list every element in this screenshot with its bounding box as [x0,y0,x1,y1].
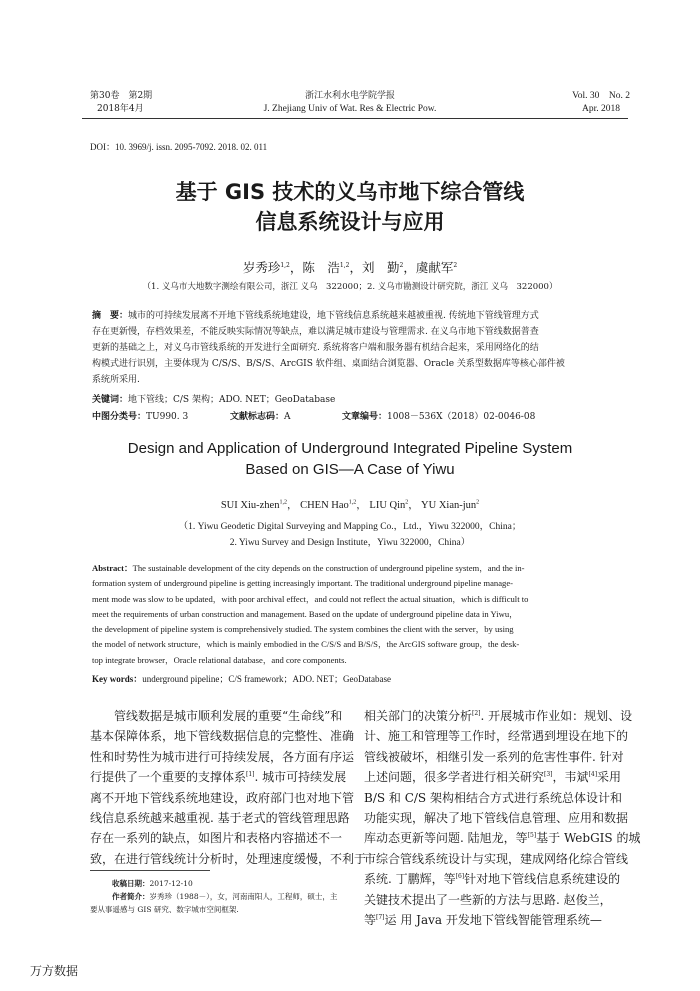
body-line: 市综合管线系统设计与实现，建成网络化综合管线 [364,851,629,866]
citation-ref[interactable]: [3] [544,771,553,779]
author-cn-3: 刘 勤 [361,260,400,275]
author-cn-4: 虞献军 [415,260,454,275]
body-line: 计、施工和管理等工作时，经常遇到埋设在地下的 [364,729,629,744]
body-line: 存在一系列的缺点，如图片和表格内容描述不一 [90,831,343,846]
body-text: 等 [364,913,377,928]
title-en-line1: Design and Application of Underground Integrated Pipeline System [127,440,573,457]
body-text: 离 [90,790,103,805]
header-journal-cn: 浙江水利水电学院学报 [304,91,395,101]
author-en-3: LIU Qin [369,500,406,511]
classification [92,409,612,422]
abstract-cn [92,308,612,388]
body-line [364,828,641,848]
footnote-rule [90,870,210,871]
author-en-1: SUI Xiu-zhen [220,500,280,511]
author-bio-line1: 岁秀珍（1988－），女，河南南阳人，工程师，硕士，主 [149,892,338,901]
clc-label: 中图分类号： [92,412,147,422]
affiliations-en-line1: （1. Yiwu Geodetic Digital Surveying and Mapping Co.，Ltd.，Yiwu 322000，China； [178,522,522,532]
author-bio-label: 作者简介： [112,892,150,901]
body-line [364,910,630,930]
received-label: 收稿日期： [112,879,150,888]
body-text: 系统. 丁鹏辉，等 [364,872,456,887]
abstract-en-line: the model of network structure，which is mainly embodied in the C/S/S and B/S/S，the ArcGIS software group，the desk- [92,639,520,650]
body-text: 采用 [597,770,622,785]
body-line [364,767,630,787]
affiliations-en-line2: 2. Yiwu Survey and Design Institute，Yiwu 322000，China） [229,538,471,548]
body-text: 行提供了一个重要的支撑体系 [90,770,247,785]
abstract-cn-line: 构模式进行识别，主要体现为 C/S/S、B/S/S、ArcGIS 软件组、桌面结合浏览器、Oracle 关系型数据库等核心部件被 [92,359,565,369]
body-text: 相关部门的决策分析 [364,709,473,723]
author-en-2-sup: 1,2 [348,499,357,506]
abstract-en [92,561,612,668]
body-line: B/S 和 C/S 架构相结合方式进行系统总体设计和 [364,790,622,805]
header-date-cn: 2018年4月 [97,104,144,114]
footnote [112,877,360,903]
author-en-4: YU Xian-jun [421,500,477,511]
body-line: 功能实现，解决了地下管线信息管理、应用和数据 [364,811,629,826]
author-en-4-sup: 2 [476,499,480,506]
abstract-cn-line: 更新的基础之上，对义乌市管线系统的开发进行全面研究. 系统将客户端和服务器有机结合起来，采用网络化的结 [92,343,539,353]
body-line: 管线被破坏，相继引发一系列的危害性事件. 针对 [364,749,624,764]
abstract-en-line: meet the requirements of urban construction and management. Based on the update of underground pipeline data in Yiwu， [92,608,518,619]
doc-code-label: 文献标志码： [230,412,285,422]
citation-ref[interactable]: [7] [376,914,385,922]
abstract-cn-line: 存在更新慢，存档效果差，不能反映实际情况等缺点，难以满足城市建设与管理需求. 在义乌市地下管线数据普查 [92,327,539,337]
citation-ref[interactable]: [2] [472,710,481,717]
body-text: ，韦斌 [552,770,589,785]
authors-en: SUI Xiu-zhen$^{1,2}$， CHEN Hao$^{1,2}$， LIU Qin$^2$， YU Xian-jun$^2$ [220,499,480,511]
keywords-en-text: underground pipeline；C/S framework；ADO. NET；GeoDatabase [142,674,392,684]
footnote-line2: 要从事遥感与 GIS 研究、数字城市空间框架. [90,905,239,914]
keywords-en-label: Key words： [92,674,143,684]
author-en-1-sup: 1,2 [279,499,287,506]
abstract-en-line: top integrate browser，Oracle relational database，and core components. [92,654,347,665]
body-line [90,788,355,808]
author-en-2: CHEN Hao [300,500,349,511]
citation-ref[interactable]: [6] [455,873,465,881]
abstract-en-line: the development of pipeline system is comprehensively studied. The system combines the client with the server，by using [92,624,514,635]
article-no-label: 文章编号： [342,412,388,422]
author-cn-2-sup: 1,2 [339,261,350,269]
body-line [364,869,630,889]
footer-brand: 万方数据 [30,964,79,978]
body-text: . 城市可持续发展 [254,770,347,785]
body-text: 针对地下管线信息系统建设的 [464,872,621,887]
body-line: 线信息系统越来越重视. 基于老式的管线管理思路 [90,811,350,826]
author-en-3-sup: 2 [405,499,409,506]
header-volume-en: Vol. 30 No. 2 [572,91,630,101]
body-line: 性和时势性为城市进行可持续发展，各方面有序运 [90,749,355,764]
body-line [364,706,633,726]
abstract-en-line: formation system of underground pipeline is getting increasingly important. The traditional underground pipeline manage- [92,578,513,589]
abstract-cn-line: 城市的可持续发展离不开地下管线系统地建设，地下管线信息系统越来越被重视. 传统地下管线管理方式 [128,311,539,321]
author-cn-2: 陈 浩 [302,260,340,275]
header-volume-cn: 第30卷 第2期 [90,91,153,101]
author-cn-3-sup: 2 [399,261,404,269]
title-cn-line1: 基于 GIS 技术的义乌市地下综合管线 [175,180,525,204]
body-line: 管线数据是城市顺利发展的重要“生命线”和 [90,709,343,723]
body-text: 基于 WebGIS 的城 [536,831,641,846]
title-en-line2: Based on GIS—A Case of Yiwu [245,461,455,478]
body-text: 库动态更新等问题. 陆旭龙，等 [364,831,528,846]
abstract-en-line: The sustainable development of the city depends on the construction of underground pipeline system，and the in- [132,563,525,573]
doc-code-value: A [284,412,291,422]
body-line [90,767,352,787]
body-text: . 开展城市作业如：规划、设 [480,709,633,723]
keywords-en [92,672,391,685]
author-cn-4-sup: 2 [453,261,458,269]
keywords-cn-label: 关键词： [92,395,129,405]
author-cn-1-sup: 1,2 [280,261,290,269]
abstract-cn-line: 系统所采用. [92,375,140,385]
body-line: 关键技术提出了一些新的方法与思路. 赵俊兰， [364,892,612,907]
header-rule [82,118,628,119]
abstract-cn-label: 摘 要： [92,311,129,321]
body-right-column [364,706,641,930]
citation-ref[interactable]: [4] [588,771,598,779]
citation-ref[interactable]: [1] [246,771,255,779]
received-date: 2017-12-10 [149,879,193,888]
affiliations-cn: （1. 义乌市大地数字测绘有限公司，浙江 义乌 322000；2. 义乌市勘测设计研究院，浙江 义乌 322000） [142,282,558,292]
body-text: 不开地下管线系统地建设，政府部门也对地下管 [102,790,355,805]
body-line: 基本保障体系，地下管线数据信息的完整性、准确 [90,729,355,744]
title-cn-line2: 信息系统设计与应用 [255,210,445,234]
header-journal-en: J. Zhejiang Univ of Wat. Res & Electric Pow. [263,104,437,114]
header-date-en: Apr. 2018 [582,104,620,114]
body-text: 运 用 Java 开发地下管线智能管理系统— [384,913,602,928]
authors-cn: 岁秀珍$^{1,2}$，陈 浩$^{1,2}$，刘 勤$^2$，虞献军$^2$ [242,260,458,275]
abstract-en-label: Abstract： [92,563,133,573]
body-text: 上述问题，很多学者进行相关研究 [364,770,545,785]
author-cn-1: 岁秀珍 [242,260,281,275]
abstract-en-line: ment mode was slow to be updated，with poor archival effect，and could not reflect the actual situation，which is difficult to [92,593,529,604]
clc-value: TU990. 3 [146,412,189,422]
keywords-cn-text: 地下管线；C/S 架构；ADO. NET；GeoDatabase [128,395,336,405]
body-line: 致，在进行管线统计分析时，处理速度缓慢，不利于 [90,851,367,866]
keywords-cn [92,392,335,405]
article-no-value: 1008－536X（2018）02-0046-08 [387,412,536,422]
citation-ref[interactable]: [5] [527,832,537,840]
doi: DOI：10. 3969/j. issn. 2095-7092. 2018. 02. 011 [90,142,268,152]
body-left-column [90,706,367,869]
